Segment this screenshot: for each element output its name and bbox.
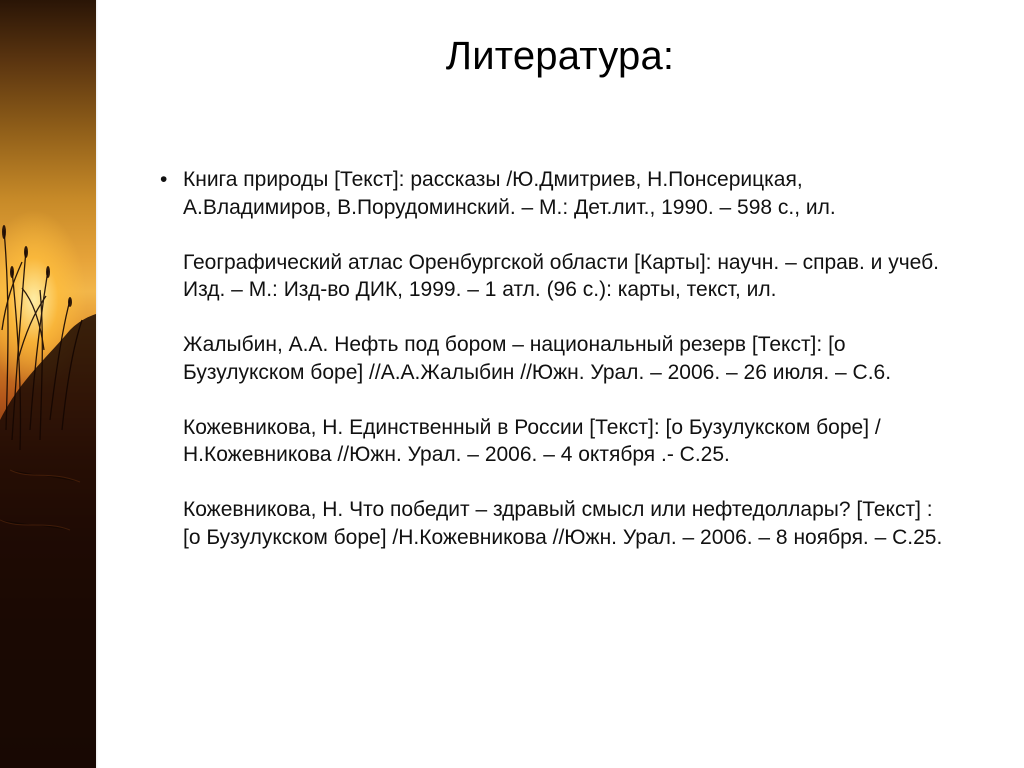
bibliography-entries [183, 166, 950, 551]
bibliography-list [160, 166, 950, 551]
grass-silhouette-icon [0, 0, 96, 768]
side-image-edge [96, 0, 98, 768]
bibliography-entry: Кожевникова, Н. Единственный в России [Текст]: [о Бузулукском боре] /Н.Кожевникова //Южн. Урал. – 2006. – 4 октября .- С.25. [183, 415, 881, 466]
bullet-icon: • [160, 168, 168, 191]
slide-title: Литература: [445, 34, 675, 78]
sunset-grass-image [0, 0, 96, 768]
bibliography-entry: Книга природы [Текст]: рассказы /Ю.Дмитриев, Н.Понсерицкая, А.Владимиров, В.Порудоминский. – М.: Дет.лит., 1990. – 598 с., ил. [183, 168, 836, 219]
bibliography-entry: Жалыбин, А.А. Нефть под бором – национальный резерв [Текст]: [о Бузулукском боре] //А.А.Жалыбин //Южн. Урал. – 2006. – 26 июля. – С.6. [183, 333, 892, 384]
bibliography-entry: Географический атлас Оренбургской области [Карты]: научн. – справ. и учеб. Изд. – М.: Изд-во ДИК, 1999. – 1 атл. (96 с.): карты, текст, ил. [183, 250, 939, 301]
bibliography-entry: Кожевникова, Н. Что победит – здравый смысл или нефтедоллары? [Текст] : [о Бузулукском боре] /Н.Кожевникова //Южн. Урал. – 2006. – 8 ноября. – С.25. [183, 498, 943, 549]
